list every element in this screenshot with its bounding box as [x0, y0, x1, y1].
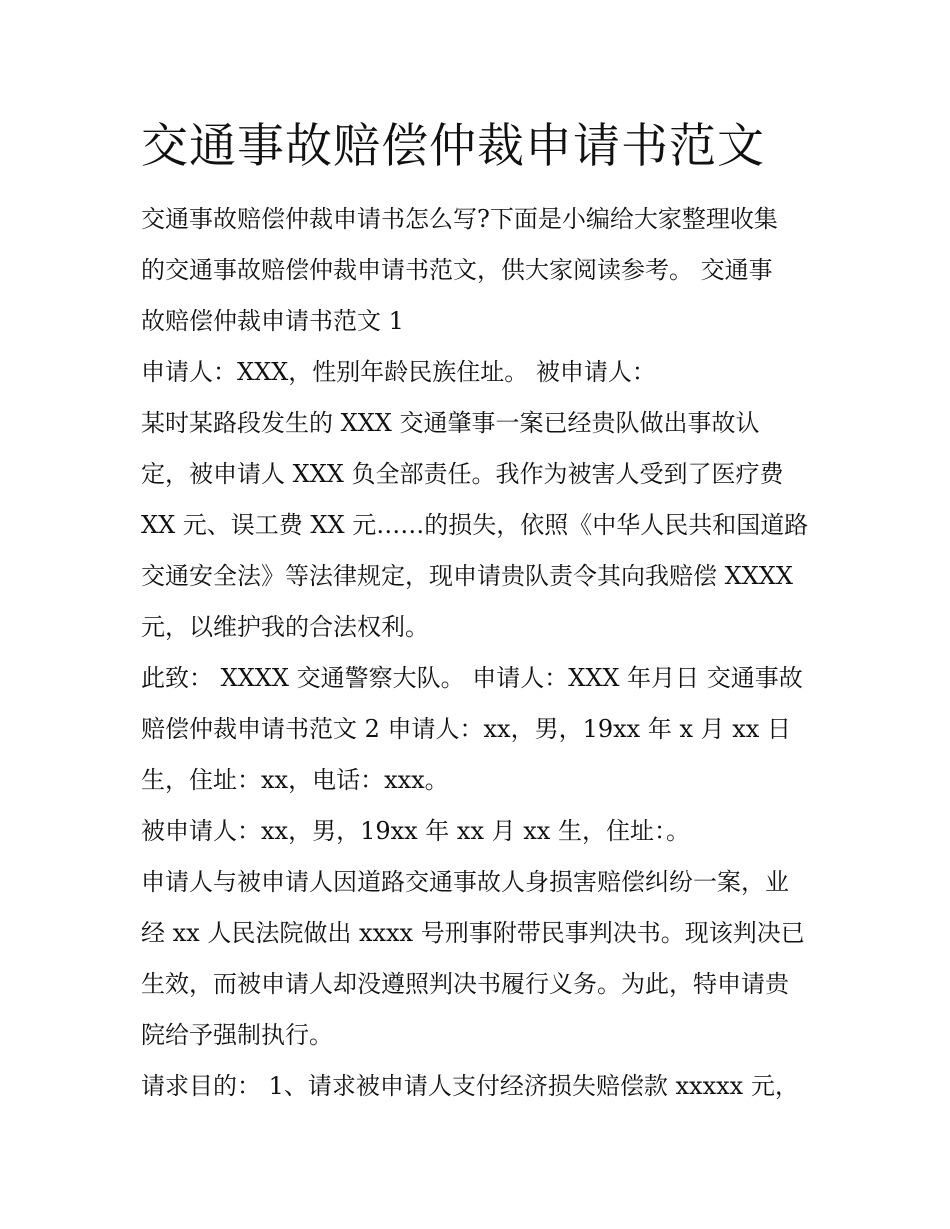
- document-page: [141, 112, 821, 1112]
- paragraph: [141, 1061, 821, 1112]
- text-line: 元，以维护我的合法权利。: [141, 613, 429, 641]
- paragraph: [141, 653, 821, 806]
- paragraph: [141, 347, 821, 398]
- text-line: 故赔偿仲裁申请书范文 1: [141, 307, 404, 335]
- text-line: 申请人与被申请人因道路交通事故人身损害赔偿纠纷一案，业: [141, 868, 789, 896]
- text-line: 被申请人：xx，男，19xx 年 xx 月 xx 生，住址：。: [141, 817, 690, 845]
- text-line: 生，住址：xx，电话：xxx。: [141, 766, 449, 794]
- text-line: 申请人：XXX，性别年龄民族住址。 被申请人：: [141, 358, 656, 386]
- text-line: XX 元、误工费 XX 元……的损失，依照《中华人民共和国道路: [141, 511, 809, 539]
- document-title: 交通事故赔偿仲裁申请书范文: [141, 119, 765, 174]
- text-line: 赔偿仲裁申请书范文 2 申请人：xx，男，19xx 年 x 月 xx 日: [141, 715, 791, 743]
- paragraph: [141, 806, 821, 857]
- paragraph: [141, 194, 821, 347]
- text-line: 院给予强制执行。: [141, 1021, 333, 1049]
- paragraph: [141, 857, 821, 1061]
- text-line: 交通事故赔偿仲裁申请书怎么写?下面是小编给大家整理收集: [141, 205, 778, 233]
- text-line: 某时某路段发生的 XXX 交通肇事一案已经贵队做出事故认: [141, 409, 760, 437]
- text-line: 请求目的： 1、请求被申请人支付经济损失赔偿款 xxxxx 元，: [141, 1072, 799, 1100]
- paragraph: [141, 398, 821, 653]
- document-body: [141, 194, 821, 1112]
- text-line: 定，被申请人 XXX 负全部责任。我作为被害人受到了医疗费: [141, 460, 784, 488]
- text-line: 交通安全法》等法律规定，现申请贵队责令其向我赔偿 XXXX: [141, 562, 793, 590]
- text-line: 生效，而被申请人却没遵照判决书履行义务。为此，特申请贵: [141, 970, 789, 998]
- text-line: 此致： XXXX 交通警察大队。 申请人：XXX 年月日 交通事故: [141, 664, 803, 692]
- text-line: 的交通事故赔偿仲裁申请书范文，供大家阅读参考。 交通事: [141, 256, 773, 284]
- text-line: 经 xx 人民法院做出 xxxx 号刑事附带民事判决书。现该判决已: [141, 919, 805, 947]
